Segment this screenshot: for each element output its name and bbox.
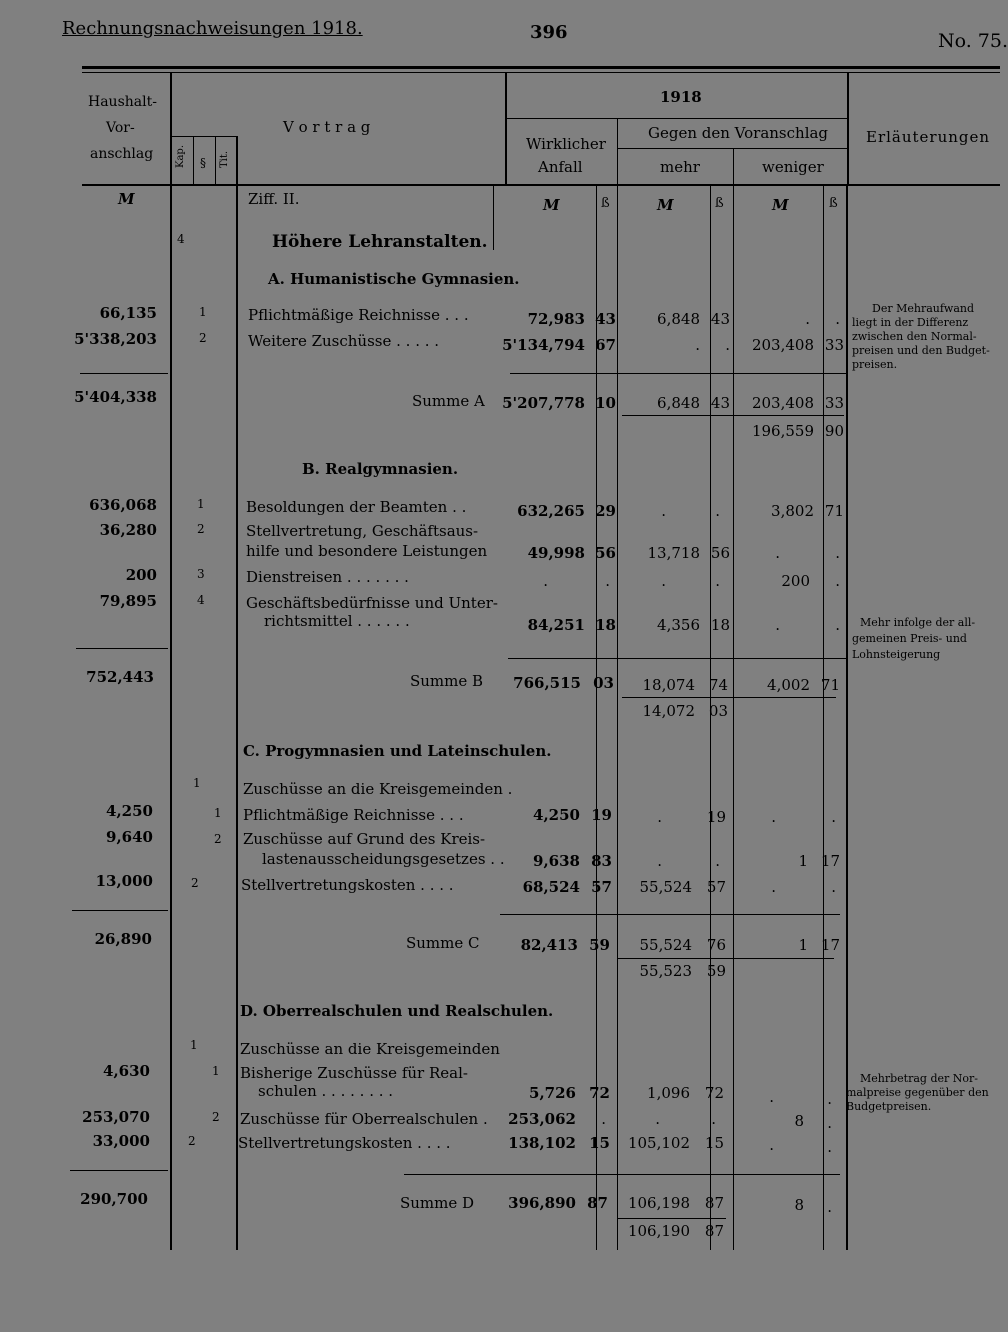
d3-actual-m: 138,102 bbox=[508, 1134, 576, 1152]
main-section-title: Höhere Lehranstalten. bbox=[272, 232, 488, 252]
c1-more-m: . bbox=[657, 808, 662, 826]
a1-budget: 66,135 bbox=[99, 304, 157, 322]
sum-c-net-m: 55,523 bbox=[639, 962, 692, 980]
sum-a-actual-p: 10 bbox=[595, 394, 616, 412]
a1-less-m: . bbox=[805, 310, 810, 328]
sum-a-rule-left bbox=[80, 373, 168, 374]
remark-b-l1: Mehr infolge der all- bbox=[860, 616, 976, 629]
header-budget-l3: anschlag bbox=[90, 146, 154, 162]
a1-actual-p: 43 bbox=[595, 310, 616, 328]
c2-actual-p: 83 bbox=[591, 852, 612, 870]
top-rule-thick bbox=[82, 66, 1000, 69]
b2-text-l2: hilfe und besondere Leistungen bbox=[246, 542, 488, 560]
d3-text: Stellvertretungskosten . . . . bbox=[238, 1134, 451, 1152]
sum-a-less-m: 203,408 bbox=[751, 394, 814, 412]
header-year: 1918 bbox=[660, 88, 702, 106]
d3-actual-p: 15 bbox=[589, 1134, 610, 1152]
d2-more-p: . bbox=[711, 1110, 716, 1128]
kap-header-rule bbox=[172, 136, 236, 137]
document-number: No. 75. bbox=[938, 30, 1008, 52]
sum-b-label: Summe B bbox=[410, 672, 484, 690]
b4-par: 4 bbox=[197, 593, 205, 607]
b3-budget: 200 bbox=[125, 566, 157, 584]
b4-less-p: . bbox=[835, 616, 840, 634]
b1-more-p: . bbox=[715, 502, 720, 520]
header-paragraph: § bbox=[200, 156, 206, 170]
sum-c-budget: 26,890 bbox=[94, 930, 152, 948]
b2-more-p: 56 bbox=[710, 544, 730, 562]
b1-actual-p: 29 bbox=[595, 502, 616, 520]
sum-c-more-p: 76 bbox=[706, 936, 726, 954]
b2-text-l1: Stellvertretung, Geschäftsaus- bbox=[246, 522, 479, 540]
sum-a-brace bbox=[622, 415, 844, 416]
d3-less-m: . bbox=[769, 1136, 774, 1154]
b3-par: 3 bbox=[197, 567, 205, 581]
b4-actual-m: 84,251 bbox=[527, 616, 585, 634]
c3-budget: 13,000 bbox=[95, 872, 153, 890]
sum-d-more-p: 87 bbox=[704, 1194, 724, 1212]
sum-d-less-m: 8 bbox=[794, 1196, 804, 1214]
c3-par: 2 bbox=[191, 876, 199, 890]
sum-b-brace bbox=[622, 697, 836, 698]
a2-less-m: 203,408 bbox=[751, 336, 814, 354]
sum-c-rule-left bbox=[72, 910, 168, 911]
top-rule-thin bbox=[82, 72, 1000, 73]
section-a-title: A. Humanistische Gymnasien. bbox=[268, 270, 520, 288]
sum-c-rule-right bbox=[500, 914, 840, 915]
sum-a-more-m: 6,848 bbox=[657, 394, 700, 412]
header-actual-l2: Anfall bbox=[538, 158, 583, 176]
d1-tit: 1 bbox=[212, 1064, 220, 1078]
a2-actual-p: 67 bbox=[595, 336, 616, 354]
sum-b-budget: 752,443 bbox=[86, 668, 154, 686]
unit-mark-budget: M bbox=[118, 190, 135, 208]
a1-text: Pflichtmäßige Reichnisse . . . bbox=[248, 306, 469, 324]
sum-d-net-p: 87 bbox=[704, 1222, 724, 1240]
unit-pf-less: ß bbox=[829, 196, 838, 211]
sum-b-less-m: 4,002 bbox=[767, 676, 810, 694]
unit-mark-less: M bbox=[772, 196, 789, 214]
col-line-remarks bbox=[847, 72, 849, 186]
sum-a-less-p: 33 bbox=[824, 394, 844, 412]
c2-text-l2: lastenausscheidungsgesetzes . . bbox=[262, 850, 505, 868]
running-title: Rechnungsnachweisungen 1918. bbox=[62, 18, 363, 39]
b3-more-p: . bbox=[715, 572, 720, 590]
sum-b-more-m: 18,074 bbox=[642, 676, 695, 694]
header-tit: Tit. bbox=[219, 150, 230, 168]
sum-d-more-m: 106,198 bbox=[627, 1194, 690, 1212]
b1-budget: 636,068 bbox=[89, 496, 157, 514]
b4-actual-p: 18 bbox=[595, 616, 616, 634]
body-line-less-m bbox=[823, 186, 824, 1250]
c1-text: Pflichtmäßige Reichnisse . . . bbox=[243, 806, 464, 824]
remark-a-l2: liegt in der Differenz bbox=[852, 316, 969, 329]
d0-text: Zuschüsse an die Kreisgemeinden bbox=[240, 1040, 500, 1058]
d2-less-p: . bbox=[827, 1114, 832, 1132]
d1-less-m: . bbox=[769, 1088, 774, 1106]
sum-a-net-m: 196,559 bbox=[751, 422, 814, 440]
header-more: mehr bbox=[660, 158, 700, 176]
a1-more-m: 6,848 bbox=[657, 310, 700, 328]
b4-less-m: . bbox=[775, 616, 780, 634]
remark-a-l1: Der Mehraufwand bbox=[872, 302, 975, 315]
d3-more-p: 15 bbox=[704, 1134, 724, 1152]
header-budget-l2: Vor- bbox=[106, 120, 135, 136]
b1-less-m: 3,802 bbox=[771, 502, 814, 520]
header-vortrag: V o r t r a g bbox=[283, 118, 371, 136]
sum-a-rule-right bbox=[510, 373, 846, 374]
sum-b-more-p: 74 bbox=[708, 676, 728, 694]
sum-d-budget: 290,700 bbox=[80, 1190, 148, 1208]
d2-text: Zuschüsse für Oberrealschulen . bbox=[240, 1110, 488, 1128]
year-rule bbox=[507, 118, 848, 119]
c2-budget: 9,640 bbox=[106, 828, 153, 846]
c3-less-m: . bbox=[771, 878, 776, 896]
b3-actual-p: . bbox=[605, 572, 610, 590]
unit-mark-actual: M bbox=[543, 196, 560, 214]
b2-par: 2 bbox=[197, 522, 205, 536]
c2-actual-m: 9,638 bbox=[533, 852, 580, 870]
d2-actual-m: 253,062 bbox=[508, 1110, 576, 1128]
body-line-vortrag bbox=[493, 186, 494, 250]
a2-budget: 5'338,203 bbox=[74, 330, 157, 348]
d3-par: 2 bbox=[188, 1134, 196, 1148]
c3-more-m: 55,524 bbox=[639, 878, 692, 896]
sum-c-net-p: 59 bbox=[706, 962, 726, 980]
c2-more-m: . bbox=[657, 852, 662, 870]
sum-a-actual-m: 5'207,778 bbox=[502, 394, 585, 412]
c1-more-p: 19 bbox=[706, 808, 726, 826]
sum-b-rule-right bbox=[508, 658, 846, 659]
b1-text: Besoldungen der Beamten . . bbox=[246, 498, 467, 516]
page-number: 396 bbox=[530, 22, 568, 43]
sum-d-label: Summe D bbox=[400, 1194, 475, 1212]
a2-text: Weitere Zuschüsse . . . . . bbox=[248, 332, 440, 350]
d2-budget: 253,070 bbox=[82, 1108, 150, 1126]
header-kap: Kap. bbox=[175, 144, 186, 168]
d1-budget: 4,630 bbox=[103, 1062, 150, 1080]
b3-text: Dienstreisen . . . . . . . bbox=[246, 568, 409, 586]
a1-less-p: . bbox=[835, 310, 840, 328]
sum-c-less-p: 17 bbox=[820, 936, 840, 954]
kap-number: 4 bbox=[177, 232, 185, 246]
sum-a-more-p: 43 bbox=[710, 394, 730, 412]
d3-more-m: 105,102 bbox=[627, 1134, 690, 1152]
c1-actual-m: 4,250 bbox=[533, 806, 580, 824]
unit-mark-more: M bbox=[657, 196, 674, 214]
col-line-vortrag bbox=[505, 72, 507, 186]
section-d-title: D. Oberrealschulen und Realschulen. bbox=[240, 1002, 554, 1020]
d2-tit: 2 bbox=[212, 1110, 220, 1124]
sum-b-actual-m: 766,515 bbox=[513, 674, 581, 692]
sum-a-net-p: 90 bbox=[824, 422, 844, 440]
c1-tit: 1 bbox=[214, 806, 222, 820]
sum-b-net-m: 14,072 bbox=[642, 702, 695, 720]
sum-d-rule-left bbox=[70, 1170, 168, 1171]
sum-d-actual-m: 396,890 bbox=[508, 1194, 576, 1212]
c2-less-m: 1 bbox=[798, 852, 808, 870]
b2-more-m: 13,718 bbox=[647, 544, 700, 562]
b1-less-p: 71 bbox=[824, 502, 844, 520]
b3-less-m: 200 bbox=[781, 572, 810, 590]
remark-a-l4: preisen und den Budget- bbox=[852, 344, 990, 357]
d0-par: 1 bbox=[190, 1038, 198, 1052]
sum-b-actual-p: 03 bbox=[593, 674, 614, 692]
col-line-par bbox=[215, 136, 216, 186]
header-versus: Gegen den Voranschlag bbox=[648, 124, 829, 142]
col-line-tit bbox=[236, 136, 238, 1250]
remark-d-l2: malpreise gegenüber den bbox=[846, 1086, 989, 1099]
a1-actual-m: 72,983 bbox=[527, 310, 585, 328]
b2-budget: 36,280 bbox=[99, 521, 157, 539]
a2-more-p: . bbox=[725, 336, 730, 354]
header-bottom-rule bbox=[82, 184, 1000, 186]
sum-a-label: Summe A bbox=[412, 392, 485, 410]
c3-text: Stellvertretungskosten . . . . bbox=[241, 876, 454, 894]
remark-b-l3: Lohnsteigerung bbox=[852, 648, 941, 661]
c1-less-p: . bbox=[831, 808, 836, 826]
c3-less-p: . bbox=[831, 878, 836, 896]
header-remarks: Erläuterungen bbox=[866, 128, 991, 146]
ziffer-label: Ziff. II. bbox=[248, 190, 300, 208]
c1-budget: 4,250 bbox=[106, 802, 153, 820]
d2-actual-p: . bbox=[601, 1110, 606, 1128]
b3-actual-m: . bbox=[543, 572, 548, 590]
b4-more-m: 4,356 bbox=[657, 616, 700, 634]
d1-text-l1: Bisherige Zuschüsse für Real- bbox=[240, 1064, 468, 1082]
sum-b-net-p: 03 bbox=[708, 702, 728, 720]
c2-text-l1: Zuschüsse auf Grund des Kreis- bbox=[243, 830, 486, 848]
b4-budget: 79,895 bbox=[99, 592, 157, 610]
sum-d-net-m: 106,190 bbox=[627, 1222, 690, 1240]
b2-actual-p: 56 bbox=[595, 544, 616, 562]
a2-par: 2 bbox=[199, 331, 207, 345]
d1-actual-m: 5,726 bbox=[529, 1084, 576, 1102]
c0-par: 1 bbox=[193, 776, 201, 790]
b1-actual-m: 632,265 bbox=[517, 502, 585, 520]
d1-more-p: 72 bbox=[704, 1084, 724, 1102]
col-line-kap bbox=[193, 136, 194, 186]
header-budget-l1: Haushalt- bbox=[88, 94, 157, 110]
d1-text-l2: schulen . . . . . . . . bbox=[258, 1082, 394, 1100]
remark-d-l1: Mehrbetrag der Nor- bbox=[860, 1072, 978, 1085]
c2-more-p: . bbox=[715, 852, 720, 870]
col-line-budget bbox=[170, 72, 172, 1250]
remark-d-l3: Budgetpreisen. bbox=[846, 1100, 932, 1113]
d1-actual-p: 72 bbox=[589, 1084, 610, 1102]
unit-pf-more: ß bbox=[715, 196, 724, 211]
unit-pf-actual: ß bbox=[601, 196, 610, 211]
a2-less-p: 33 bbox=[824, 336, 844, 354]
c1-actual-p: 19 bbox=[591, 806, 612, 824]
d2-less-m: 8 bbox=[794, 1112, 804, 1130]
sum-c-brace bbox=[618, 958, 834, 959]
sum-d-less-p: . bbox=[827, 1198, 832, 1216]
b4-text-l2: richtsmittel . . . . . . bbox=[264, 612, 410, 630]
a2-actual-m: 5'134,794 bbox=[502, 336, 585, 354]
sum-c-actual-m: 82,413 bbox=[520, 936, 578, 954]
b4-more-p: 18 bbox=[710, 616, 730, 634]
remark-a-l5: preisen. bbox=[852, 358, 898, 371]
sum-c-label: Summe C bbox=[406, 934, 480, 952]
section-b-title: B. Realgymnasien. bbox=[302, 460, 459, 478]
body-line-actual-p bbox=[617, 186, 618, 1250]
sum-c-less-m: 1 bbox=[798, 936, 808, 954]
sum-a-budget: 5'404,338 bbox=[74, 388, 157, 406]
sum-c-more-m: 55,524 bbox=[639, 936, 692, 954]
sum-b-less-p: 71 bbox=[820, 676, 840, 694]
remark-a-l3: zwischen den Normal- bbox=[852, 330, 977, 343]
sum-b-rule-left bbox=[76, 648, 168, 649]
b3-less-p: . bbox=[835, 572, 840, 590]
sum-d-brace bbox=[618, 1218, 726, 1219]
c0-text: Zuschüsse an die Kreisgemeinden . bbox=[243, 780, 513, 798]
b1-par: 1 bbox=[197, 497, 205, 511]
d1-less-p: . bbox=[827, 1090, 832, 1108]
sum-d-rule-right bbox=[404, 1174, 840, 1175]
c2-less-p: 17 bbox=[820, 852, 840, 870]
c1-less-m: . bbox=[771, 808, 776, 826]
sum-d-actual-p: 87 bbox=[587, 1194, 608, 1212]
header-less: weniger bbox=[762, 158, 824, 176]
b4-text-l1: Geschäftsbedürfnisse und Unter- bbox=[246, 594, 498, 612]
b2-actual-m: 49,998 bbox=[527, 544, 585, 562]
b1-more-m: . bbox=[661, 502, 666, 520]
a1-more-p: 43 bbox=[710, 310, 730, 328]
c3-more-p: 57 bbox=[706, 878, 726, 896]
b2-less-m: . bbox=[775, 544, 780, 562]
body-line-more-p bbox=[733, 186, 734, 1250]
col-line-more bbox=[733, 148, 734, 186]
sum-c-actual-p: 59 bbox=[589, 936, 610, 954]
b3-more-m: . bbox=[661, 572, 666, 590]
section-c-title: C. Progymnasien und Lateinschulen. bbox=[243, 742, 552, 760]
d1-more-m: 1,096 bbox=[647, 1084, 690, 1102]
b2-less-p: . bbox=[835, 544, 840, 562]
c3-actual-m: 68,524 bbox=[522, 878, 580, 896]
c2-tit: 2 bbox=[214, 832, 222, 846]
d3-less-p: . bbox=[827, 1138, 832, 1156]
c3-actual-p: 57 bbox=[591, 878, 612, 896]
d3-budget: 33,000 bbox=[92, 1132, 150, 1150]
a1-par: 1 bbox=[199, 305, 207, 319]
col-line-actual bbox=[617, 118, 618, 186]
d2-more-m: . bbox=[655, 1110, 660, 1128]
a2-more-m: . bbox=[695, 336, 700, 354]
remark-b-l2: gemeinen Preis- und bbox=[852, 632, 967, 645]
header-actual-l1: Wirklicher bbox=[526, 135, 606, 153]
